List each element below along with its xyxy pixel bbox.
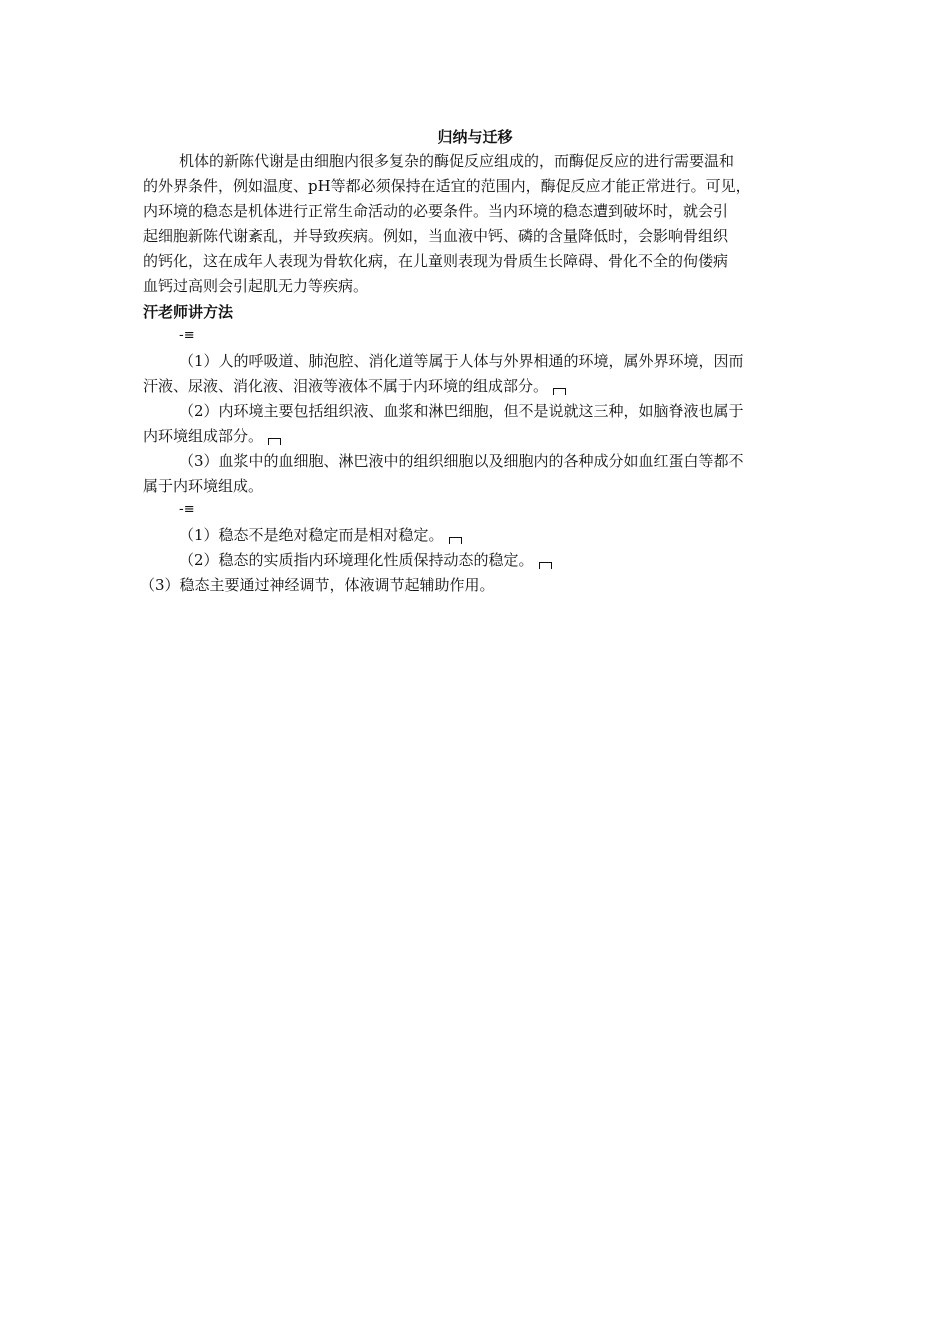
list-line [143,550,552,570]
list-marker: -≡ [179,328,195,343]
section-heading: 汗老师讲方法 [143,303,234,321]
bracket-icon [268,438,281,445]
bracket-icon [553,388,566,395]
list-line: （3）稳态主要通过神经调节，体液调节起辅助作用。 [140,576,495,594]
list-line [143,525,462,545]
list-line [143,376,566,396]
bracket-icon [449,537,462,544]
list-marker: -≡ [179,502,195,517]
intro-line: 的外界条件，例如温度、pH等都必须保持在适宜的范围内，酶促反应才能正常进行。可见， [143,177,751,195]
list-line: （2）内环境主要包括组织液、血浆和淋巴细胞，但不是说就这三种，如脑脊液也属于 [179,402,744,420]
intro-line: 机体的新陈代谢是由细胞内很多复杂的酶促反应组成的，而酶促反应的进行需要温和 [179,152,735,170]
document-title: 归纳与迁移 [437,128,513,146]
intro-line: 内环境的稳态是机体进行正常生命活动的必要条件。当内环境的稳态遭到破坏时，就会引 [143,202,729,220]
list-line-text: （1）稳态不是绝对稳定而是相对稳定。 [179,526,444,544]
list-line: 属于内环境组成。 [143,477,264,495]
list-line-text: 汗液、尿液、消化液、泪液等液体不属于内环境的组成部分。 [143,377,549,395]
intro-line: 起细胞新陈代谢紊乱，并导致疾病。例如，当血液中钙、磷的含量降低时，会影响骨组织 [143,227,729,245]
list-line-text: 内环境组成部分。 [143,427,264,445]
list-line: （3）血浆中的血细胞、淋巴液中的组织细胞以及细胞内的各种成分如血红蛋白等都不 [179,452,744,470]
list-line-text: （2）稳态的实质指内环境理化性质保持动态的稳定。 [179,551,534,569]
list-line: （1）人的呼吸道、肺泡腔、消化道等属于人体与外界相通的环境，属外界环境，因而 [179,352,744,370]
list-line [143,426,281,446]
intro-line: 血钙过高则会引起肌无力等疾病。 [143,277,369,295]
intro-line: 的钙化，这在成年人表现为骨软化病，在儿童则表现为骨质生长障碍、骨化不全的佝偻病 [143,252,729,270]
bracket-icon [539,562,552,569]
